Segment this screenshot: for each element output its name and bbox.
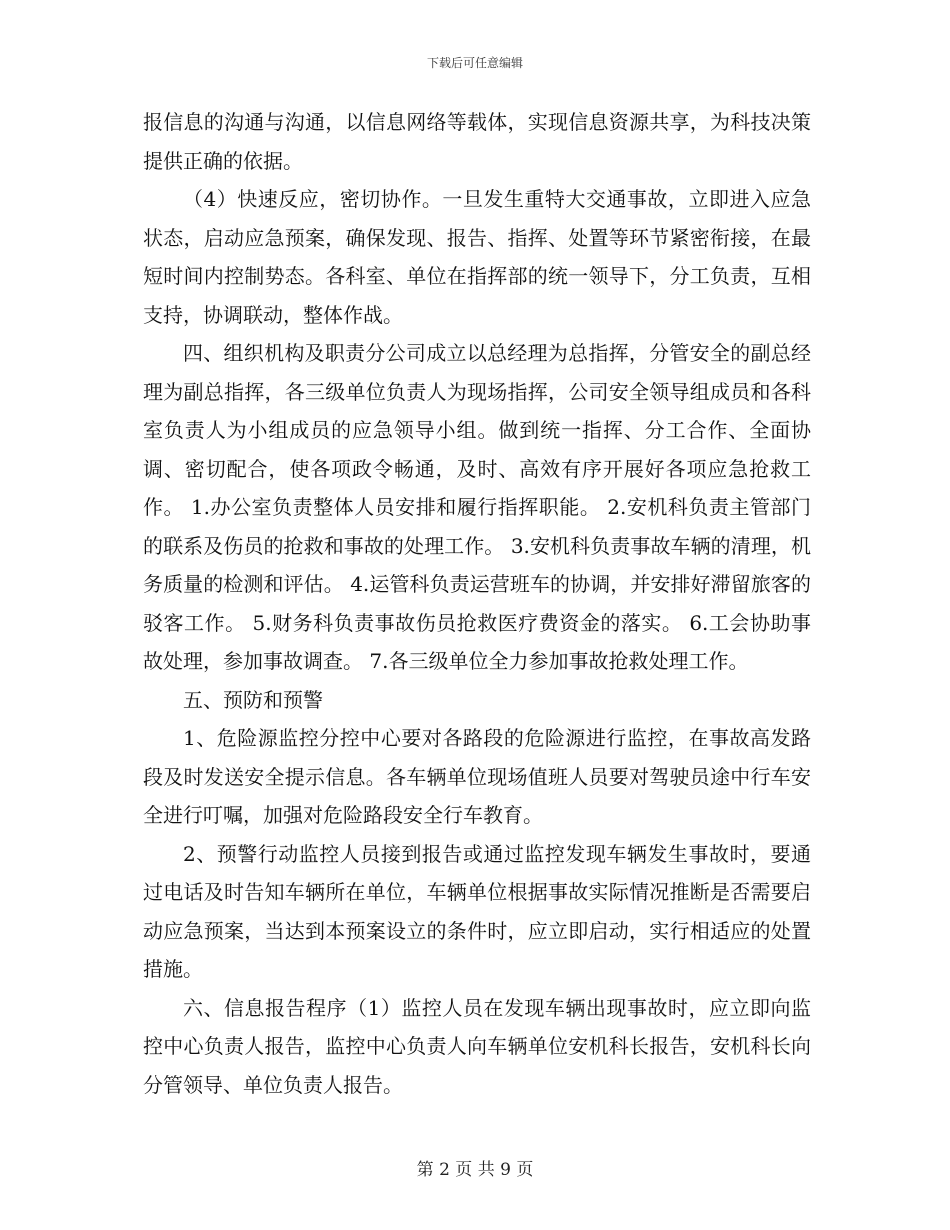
paragraph-rapid-response: （4）快速反应，密切协作。一旦发生重特大交通事故，立即进入应急状态，启动应急预案，确保发现、报告、指挥、处置等环节紧密衔接，在最短时间内控制势态。各科室、单位在指挥部的统一领导下，分工负责，互相支持，协调联动，整体作战。 [143,187,811,327]
paragraph-warning-action: 2、预警行动监控人员接到报告或通过监控发现车辆发生事故时，要通过电话及时告知车辆所在单位，车辆单位根据事故实际情况推断是否需要启动应急预案，当达到本预案设立的条件时，应立即启动，实行相适应的处置措施。 [143,841,811,981]
paragraph-hazard-monitoring: 1、危险源监控分控中心要对各路段的危险源进行监控，在事故高发路段及时发送安全提示信息。各车辆单位现场值班人员要对驾驶员途中行车安全进行叮嘱，加强对危险路段安全行车教育。 [143,726,811,827]
document-body [143,103,811,1104]
section-heading-prevention: 五、预防和预警 [183,687,323,712]
paragraph-organization: 四、组织机构及职责分公司成立以总经理为总指挥，分管安全的副总经理为副总指挥，各三级单位负责人为现场指挥，公司安全领导组成员和各科室负责人为小组成员的应急领导小组。做到统一指挥、分工合作、全面协调、密切配合，使各项政令畅通，及时、高效有序开展好各项应急抢救工作。 1.办公室负责整体人员安排和履行指挥职能。 2.安机科负责主管部门的联系及伤员的抢救和事故的处理工作。 3.安机科负责事故车辆的清理，机务质量的检测和评估。 4.运管科负责运营班车的协调，并安排好滞留旅客的驳客工作。 5.财务科负责事故伤员抢救医疗费资金的落实。 6.工会协助事故处理，参加事故调查。 7.各三级单位全力参加事故抢救处理工作。 [143,341,811,673]
paragraph-reporting-procedure: 六、信息报告程序（1）监控人员在发现车辆出现事故时，应立即向监控中心负责人报告，监控中心负责人向车辆单位安机科长报告，安机科长向分管领导、单位负责人报告。 [143,995,811,1097]
page-number: 第 2 页 共 9 页 [416,1160,534,1180]
page-header: 下载后可任意编辑 [426,56,523,70]
paragraph-info-sharing: 报信息的沟通与沟通，以信息网络等载体，实现信息资源共享，为科技决策提供正确的依据。 [143,110,811,173]
